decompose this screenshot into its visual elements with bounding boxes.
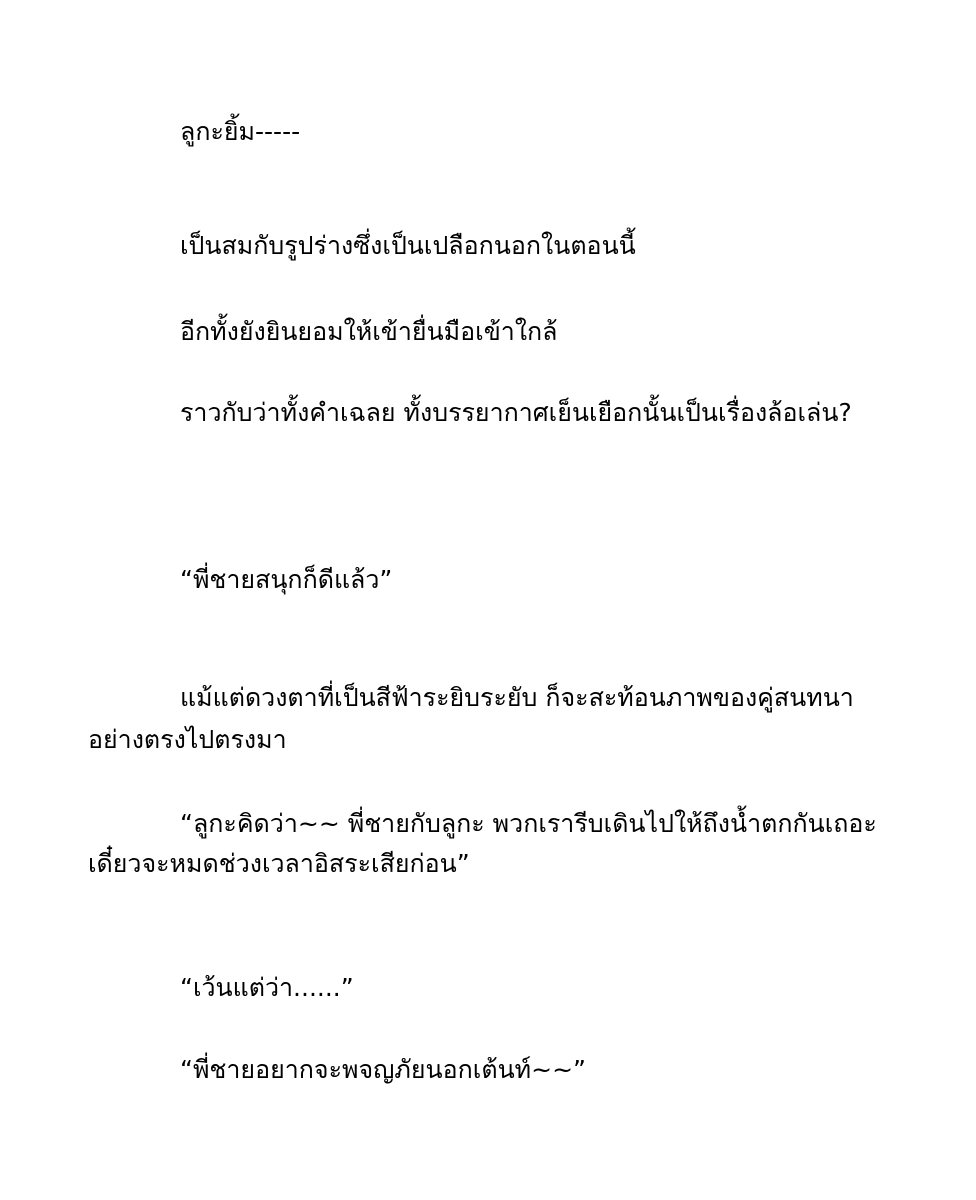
text-line: “พี่ชายอยากจะพจญภัยนอกเต้นท์~~” bbox=[180, 1055, 586, 1084]
text-line: อย่างตรงไปตรงมา bbox=[88, 725, 287, 754]
text-line: ราวกับว่าทั้งคำเฉลย ทั้งบรรยากาศเย็นเยือกนั้นเป็นเรื่องล้อเล่น? bbox=[180, 398, 852, 427]
text-line: ลูกะยิ้ม----- bbox=[180, 117, 301, 146]
text-line: “พี่ชายสนุกก็ดีแล้ว” bbox=[180, 565, 393, 594]
text-line: “เว้นแต่ว่า......” bbox=[180, 973, 354, 1002]
text-line: อีกทั้งยังยินยอมให้เข้ายื่นมือเข้าใกล้ bbox=[180, 317, 558, 346]
text-line: แม้แต่ดวงตาที่เป็นสีฟ้าระยิบระยับ ก็จะสะท้อนภาพของคู่สนทนา bbox=[180, 683, 854, 712]
text-line: “ลูกะคิดว่า~~ พี่ชายกับลูกะ พวกเรารีบเดินไปให้ถึงน้ำตกกันเถอะ bbox=[180, 809, 877, 838]
text-line: เป็นสมกับรูปร่างซึ่งเป็นเปลือกนอกในตอนนี้ bbox=[180, 231, 636, 260]
text-line: เดี๋ยวจะหมดช่วงเวลาอิสระเสียก่อน” bbox=[88, 849, 470, 878]
